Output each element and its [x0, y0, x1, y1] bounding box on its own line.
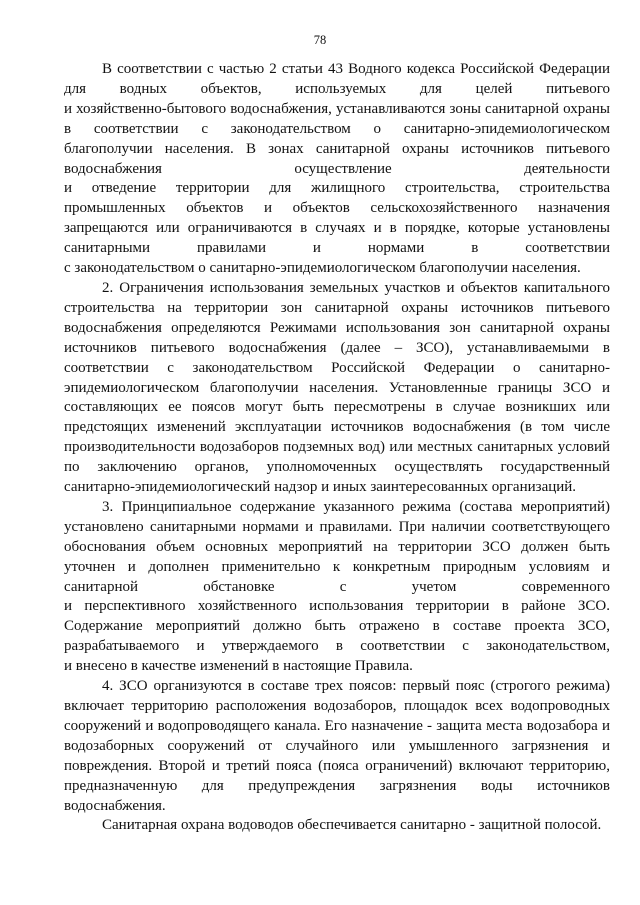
text-line: для водных объектов, используемых для целей питьевого [64, 80, 610, 97]
text-line: водоснабжения определяются Режимами использования зон санитарной охраны [64, 319, 610, 336]
text-line: запрещаются или ограничиваются в случаях и в порядке, которые установлены [64, 220, 610, 237]
paragraph-4 [64, 677, 610, 816]
text-line: строительства на территории зон санитарной охраны источников питьевого [64, 299, 610, 316]
text-line: по заключению органов, уполномоченных осуществлять государственный [64, 459, 610, 476]
text-line: Содержание мероприятий должно быть отражено в составе проекта ЗСО, [64, 618, 610, 635]
text-line: и внесено в качестве изменений в настоящие Правила. [64, 658, 413, 675]
text-line: сооружений и водопроводящего канала. Его назначение - защита места водозабора и [64, 717, 610, 734]
text-line: водозаборных сооружений от случайного или умышленного загрязнения и [64, 737, 610, 754]
text-line: 2. Ограничения использования земельных участков и объектов капитального [102, 279, 610, 296]
text-line: благополучии населения. В зонах санитарной охраны источников питьевого [64, 140, 610, 157]
text-line: составляющих ее поясов могут быть пересмотрены в случае возникших или [64, 399, 610, 416]
text-line: промышленных объектов и объектов сельскохозяйственного назначения [64, 200, 610, 217]
text-line: повреждения. Второй и третий пояса (пояса ограничений) включают территорию, [64, 757, 610, 774]
text-line: водоснабжения. [64, 797, 166, 814]
text-line: Санитарная охрана водоводов обеспечивается санитарно - защитной полосой. [102, 817, 602, 834]
text-line: санитарной обстановке с учетом современного [64, 578, 610, 595]
text-line: соответствии с законодательством Российской Федерации о санитарно- [64, 359, 610, 376]
text-line: включает территорию расположения водозаборов, площадок всех водопроводных [64, 698, 610, 714]
text-line: предстоящих изменений эксплуатации источников водоснабжения (в том числе [64, 419, 610, 436]
text-line: разрабатываемого и утверждаемого в соответствии с законодательством, [64, 638, 610, 655]
text-line: 3. Принципиальное содержание указанного режима (состава мероприятий) [102, 498, 610, 515]
text-line: производительности водозаборов подземных вод) или местных санитарных условий [64, 439, 610, 456]
text-line: источников питьевого водоснабжения (далее – ЗСО), устанавливаемыми в [64, 339, 610, 356]
text-line: обоснования объем основных мероприятий на территории ЗСО должен быть [64, 538, 610, 555]
paragraph-1 [64, 60, 610, 279]
text-line: предназначенную для предупреждения загрязнения воды источников [64, 777, 610, 794]
text-line: установлено санитарными нормами и правилами. При наличии соответствующего [64, 518, 610, 535]
page-number: 78 [313, 33, 327, 47]
paragraph-3 [64, 498, 610, 677]
text-line: и отведение территории для жилищного строительства, строительства [64, 180, 610, 197]
text-line: санитарными правилами и нормами в соответствии [64, 240, 610, 257]
text-line: 4. ЗСО организуются в составе трех поясов: первый пояс (строгого режима) [102, 678, 610, 695]
text-line: уточнен и дополнен применительно к конкретным природным условиям и [64, 558, 610, 575]
text-line: с законодательством о санитарно-эпидемиологическом благополучии населения. [64, 260, 581, 277]
text-line: водоснабжения осуществление деятельности [64, 160, 610, 177]
text-line: и хозяйственно-бытового водоснабжения, устанавливаются зоны санитарной охраны [64, 100, 610, 117]
text-line: В соответствии с частью 2 статьи 43 Водного кодекса Российской Федерации [102, 61, 610, 77]
text-line: эпидемиологическом благополучии населения. Установленные границы ЗСО и [64, 379, 610, 396]
paragraph-2 [64, 279, 610, 498]
paragraph-5 [64, 816, 610, 836]
text-line: и перспективного хозяйственного использования территории в районе ЗСО. [64, 598, 610, 615]
text-line: санитарно-эпидемиологический надзор и иных заинтересованных организаций. [64, 479, 577, 496]
text-line: в соответствии с законодательством о санитарно-эпидемиологическом [64, 120, 610, 137]
document-body [64, 60, 610, 836]
